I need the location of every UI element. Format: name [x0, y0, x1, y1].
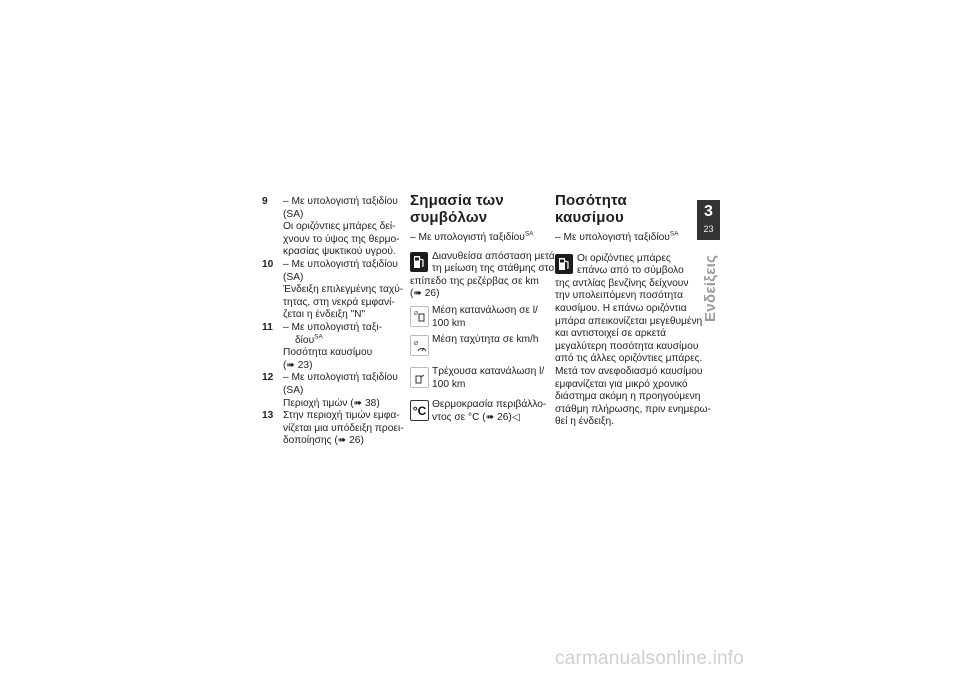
item-number: 9	[262, 196, 268, 207]
symbol-text-line: Μέση κατανάλωση σε l/	[432, 304, 538, 316]
symbol-text-line: Τρέχουσα κατανάλωση l/	[432, 366, 545, 378]
item-line: ζεται η ένδειξη "N"	[283, 309, 366, 321]
item-line: (SA)	[283, 271, 304, 283]
fuel-quantity-heading: Ποσότητα καυσίμου	[555, 192, 627, 226]
item-line: Ένδειξη επιλεγμένης ταχύ-	[283, 284, 404, 296]
svg-text:Ø: Ø	[413, 340, 418, 347]
subtitle-text: – Με υπολογιστή ταξιδίου	[555, 232, 670, 243]
symbol-text-line: 100 km	[432, 317, 466, 329]
fuel-text-line: καυσίμου. Η επάνω οριζόντια	[555, 302, 687, 314]
item-number: 11	[262, 321, 273, 333]
fuel-text-line: διάστημα ακόμη η προηγούμενη	[555, 391, 701, 403]
symbol-text-line: ντος σε °C (➠ 26)◁	[432, 411, 520, 423]
legend-item-11	[262, 321, 383, 372]
legend-item-10	[262, 258, 404, 322]
heading-line: συμβόλων	[410, 209, 488, 226]
watermark: carmanualsonline.info	[555, 648, 745, 669]
current-consumption-icon	[410, 367, 429, 388]
item-line: κρασίας ψυκτικού υγρού.	[283, 246, 396, 258]
fuel-text-line: Οι οριζόντιες μπάρες	[577, 252, 671, 264]
chapter-number: 3	[704, 203, 713, 220]
fuel-pump-icon	[555, 254, 573, 274]
item-line-text: δίου	[295, 334, 315, 346]
symbols-subtitle	[410, 232, 542, 245]
item-line: Ποσότητα καυσίμου	[283, 347, 373, 359]
item-line: – Με υπολογιστή ταξιδίου	[283, 196, 398, 207]
item-line	[283, 335, 380, 348]
page-number: 23	[703, 224, 714, 234]
symbol-text-line: Διανυθείσα απόσταση μετά	[432, 250, 555, 262]
fuel-text-line: μπάρα απεικονίζεται μεγεθυμένη	[555, 315, 703, 327]
fuel-text-line: Μετά τον ανεφοδιασμό καυσίμου	[555, 365, 703, 377]
symbol-avg-consumption	[410, 305, 542, 330]
symbol-text-line: (➠ 26)	[410, 288, 440, 300]
item-line: (SA)	[283, 384, 304, 396]
fuel-text-line: της αντλίας βενζίνης δείχνουν	[555, 277, 689, 289]
item-line: δοποίησης (➠ 26)	[283, 435, 364, 447]
fuel-pump-icon	[410, 252, 428, 272]
item-line: νίζεται μια υπόδειξη προει-	[283, 422, 404, 434]
symbol-ambient-temperature	[410, 399, 547, 424]
symbol-text-line: Θερμοκρασία περιβάλλο-	[432, 399, 547, 411]
item-number: 10	[262, 258, 274, 270]
fuel-subtitle	[555, 232, 687, 245]
symbol-text-line: Μέση ταχύτητα σε km/h	[432, 334, 539, 346]
item-line: – Με υπολογιστή ταξιδίου	[283, 258, 398, 270]
legend-column-1	[262, 196, 404, 448]
item-line: – Με υπολογιστή ταξι-	[283, 321, 383, 333]
average-consumption-icon	[410, 306, 429, 327]
symbol-current-consumption	[410, 366, 545, 391]
chapter-tab	[697, 200, 720, 240]
symbol-avg-speed	[410, 334, 542, 358]
item-line: – Με υπολογιστή ταξιδίου	[283, 372, 398, 384]
item-line: χνουν το ύψος της θερμο-	[283, 233, 400, 245]
item-line: Στην περιοχή τιμών εμφα-	[283, 410, 400, 422]
fuel-text-line: θεί η ένδειξη.	[555, 416, 614, 428]
fuel-text-line: στάθμη πλήρωσης, πριν ενημερω-	[555, 403, 712, 415]
subtitle-text: – Με υπολογιστή ταξιδίου	[410, 232, 525, 243]
item-line: Περιοχή τιμών (➠ 38)	[283, 397, 380, 409]
heading-line: Σημασία των	[410, 192, 504, 209]
symbol-text-line: τη μείωση της στάθμης στο	[432, 263, 555, 275]
item-line: (SA)	[283, 208, 304, 220]
fuel-text-line: μεγαλύτερη ποσότητα καυσίμου	[555, 340, 699, 352]
fuel-text-line: εμφανίζεται για μικρό χρονικό	[555, 378, 688, 390]
sa-superscript: SA	[524, 230, 534, 238]
fuel-text-line: από τις άλλες οριζόντιες μπάρες.	[555, 353, 703, 365]
legend-item-13	[262, 410, 404, 448]
fuel-text-line: και αντιστοιχεί σε αρκετά	[555, 328, 667, 340]
item-line: Οι οριζόντιες μπάρες δεί-	[283, 221, 396, 233]
item-number: 12	[262, 372, 274, 384]
legend-item-9	[262, 196, 400, 259]
svg-text:Ø: Ø	[413, 311, 418, 318]
symbol-text-line: 100 km	[432, 378, 466, 390]
symbols-column	[410, 192, 555, 425]
symbol-text-line: επίπεδο της ρεζέρβας σε km	[410, 275, 539, 287]
item-number: 13	[262, 410, 274, 422]
sa-superscript: SA	[314, 333, 323, 341]
fuel-text-line: επάνω από το σύμβολο	[577, 265, 684, 277]
item-line: (➠ 23)	[283, 359, 313, 371]
symbols-heading	[410, 192, 542, 226]
sa-superscript: SA	[669, 230, 679, 238]
legend-item-12	[262, 372, 398, 410]
fuel-text-line: την υπολειπόμενη ποσότητα	[555, 290, 683, 302]
symbol-range	[410, 250, 555, 301]
average-speed-icon	[410, 335, 429, 356]
item-line: τητας, στη νεκρά εμφανί-	[283, 296, 395, 308]
section-label-text: Ενδείξεις	[702, 254, 719, 322]
celsius-icon: °C	[410, 400, 429, 421]
